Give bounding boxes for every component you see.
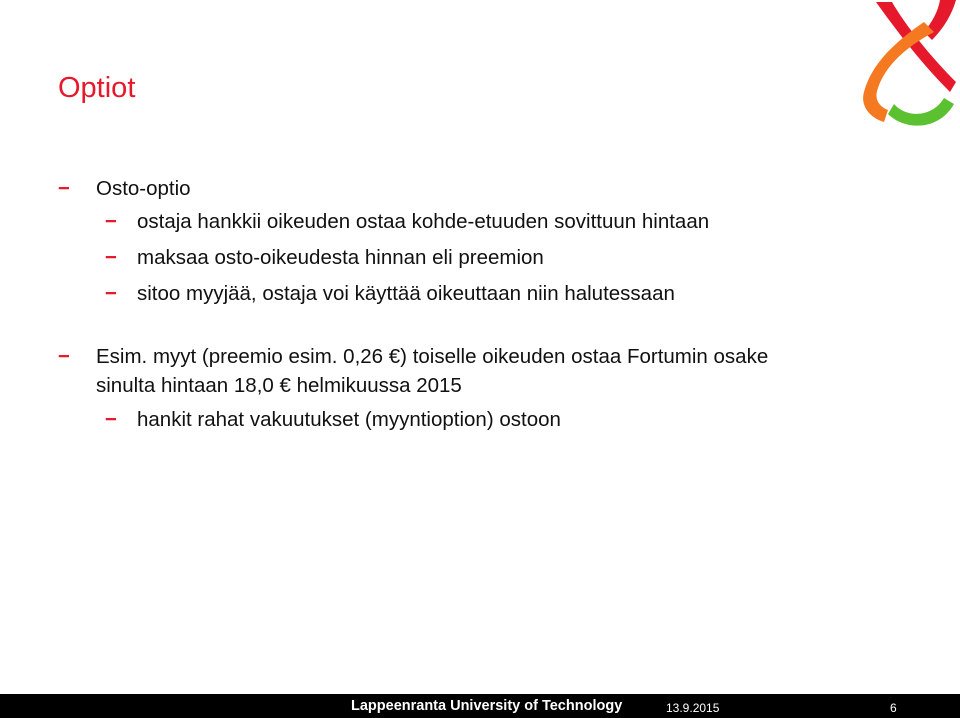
bullet-osto-optio — [58, 174, 191, 204]
sub-bullet-1 — [105, 207, 710, 237]
bullet-esim-continuation — [96, 371, 462, 401]
bullet-marker: − — [58, 345, 70, 368]
footer-university: Lappeenranta University of Technology — [351, 698, 623, 714]
sub-bullet-2 — [105, 243, 544, 273]
logo-green-stroke — [888, 98, 954, 126]
bullet-text: ostaja hankkii oikeuden ostaa kohde-etuuden sovittuun hintaan — [137, 210, 710, 233]
bullet-marker: − — [58, 177, 70, 200]
bullet-marker: − — [105, 408, 117, 431]
footer-bar — [0, 694, 960, 718]
bullet-text: sitoo myyjää, ostaja voi käyttää oikeuttaan niin halutessaan — [137, 282, 675, 305]
bullet-text-line1: Esim. myyt (preemio esim. 0,26 €) toiselle oikeuden ostaa Fortumin osake — [96, 345, 769, 368]
footer-date: 13.9.2015 — [666, 701, 720, 715]
bullet-text: Osto-optio — [96, 177, 191, 200]
logo-orange-stroke — [863, 22, 934, 122]
university-logo-icon — [858, 0, 960, 140]
slide-title: Optiot — [58, 72, 136, 104]
bullet-text: maksaa osto-oikeudesta hinnan eli preemion — [137, 246, 544, 269]
sub-bullet-4 — [105, 405, 561, 435]
bullet-marker: − — [105, 210, 117, 233]
bullet-text: hankit rahat vakuutukset (myyntioption) ostoon — [137, 408, 561, 431]
bullet-marker: − — [105, 246, 117, 269]
bullet-text-line2: sinulta hintaan 18,0 € helmikuussa 2015 — [96, 374, 462, 397]
sub-bullet-3 — [105, 279, 675, 309]
bullet-esim — [58, 342, 769, 372]
bullet-marker: − — [105, 282, 117, 305]
footer-page-number: 6 — [890, 701, 897, 715]
